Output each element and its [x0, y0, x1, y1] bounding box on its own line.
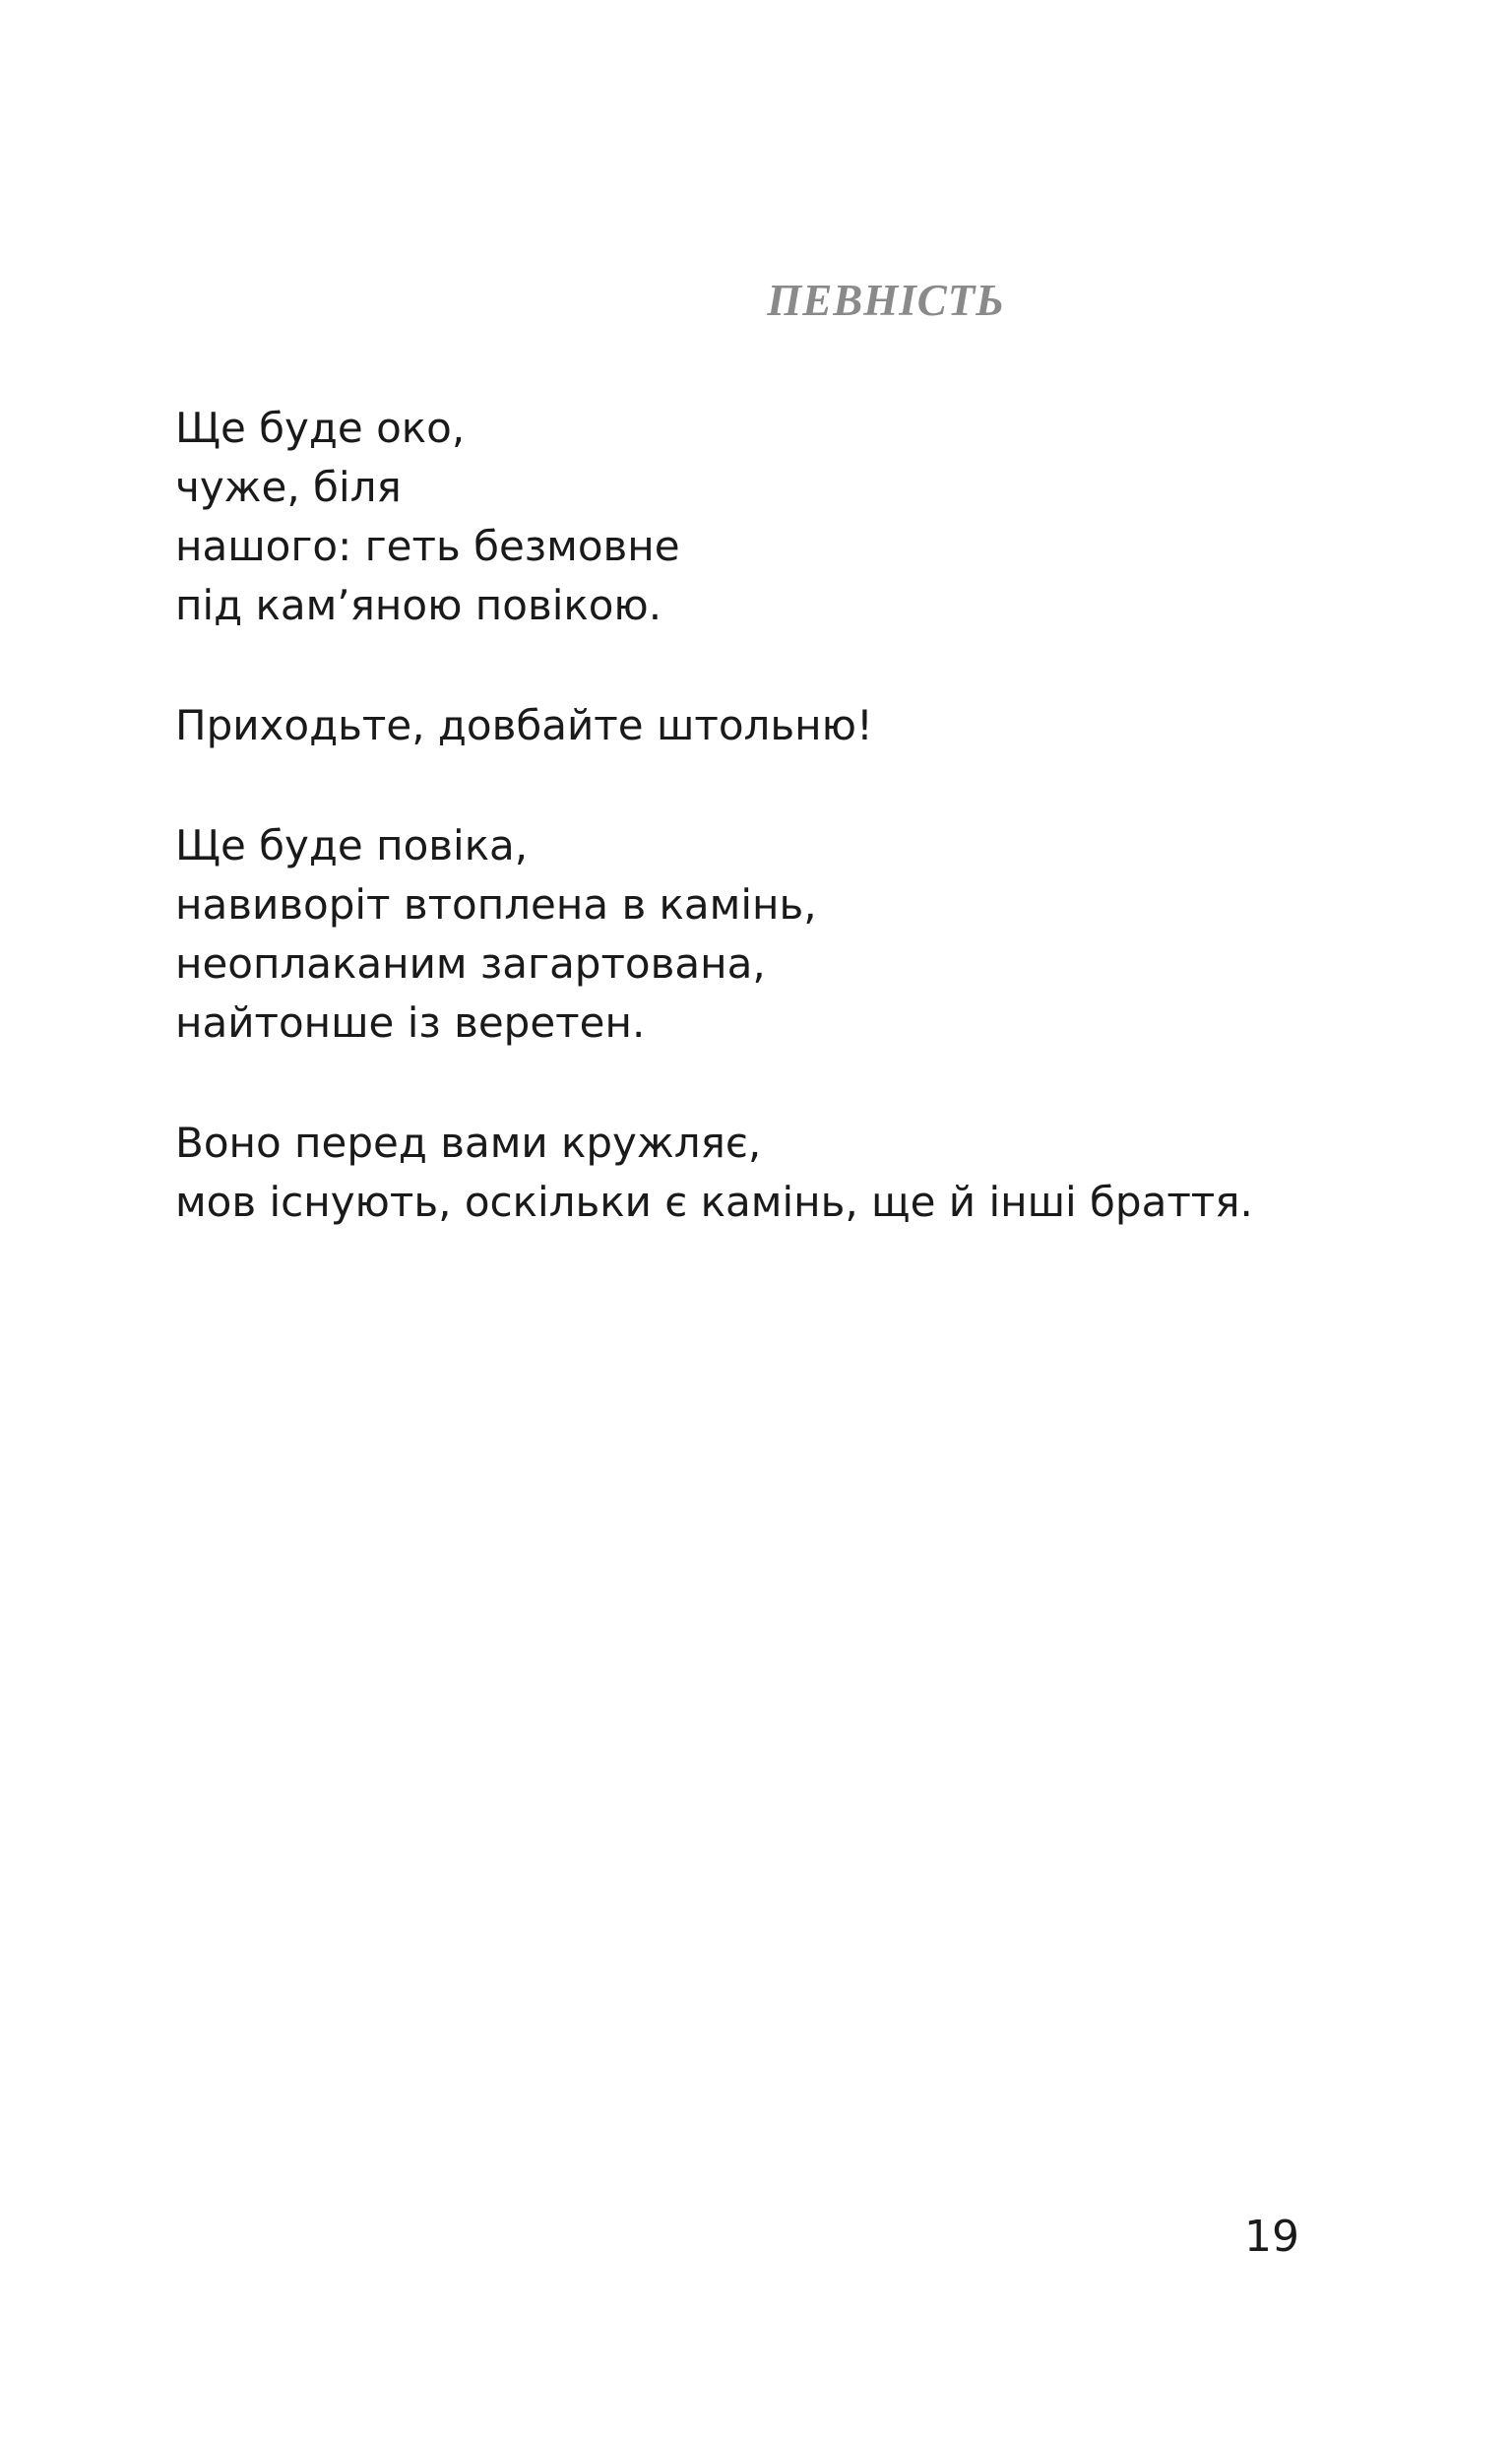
poem-line: неоплаканим загартована,	[175, 939, 766, 988]
poem-line: під кам’яною повікою.	[175, 581, 662, 629]
poem-line: Воно перед вами кружляє,	[175, 1119, 762, 1167]
poem-line: чуже, біля	[175, 463, 402, 511]
stanza-4	[175, 1114, 1396, 1232]
stanza-break	[175, 755, 1396, 816]
poem-line: найтонше із веретен.	[175, 998, 646, 1047]
poem-body	[175, 399, 1396, 1232]
page-number: 19	[1244, 2212, 1299, 2262]
poem-line: навиворіт втоплена в камінь,	[175, 880, 817, 929]
poem-line: мов існують, оскільки є камінь, ще й інші браття.	[175, 1178, 1253, 1226]
poem-line: Приходьте, довбайте штольню!	[175, 701, 873, 749]
stanza-break	[175, 1053, 1396, 1114]
poem-title: ПЕВНІСТЬ	[767, 276, 1005, 325]
poem-line: нашого: геть безмовне	[175, 522, 680, 570]
stanza-3	[175, 816, 1396, 1053]
poem-line: Ще буде око,	[175, 404, 466, 452]
stanza-1	[175, 399, 1396, 635]
poem-line: Ще буде повіка,	[175, 821, 529, 869]
stanza-break	[175, 635, 1396, 696]
stanza-2	[175, 696, 1396, 755]
